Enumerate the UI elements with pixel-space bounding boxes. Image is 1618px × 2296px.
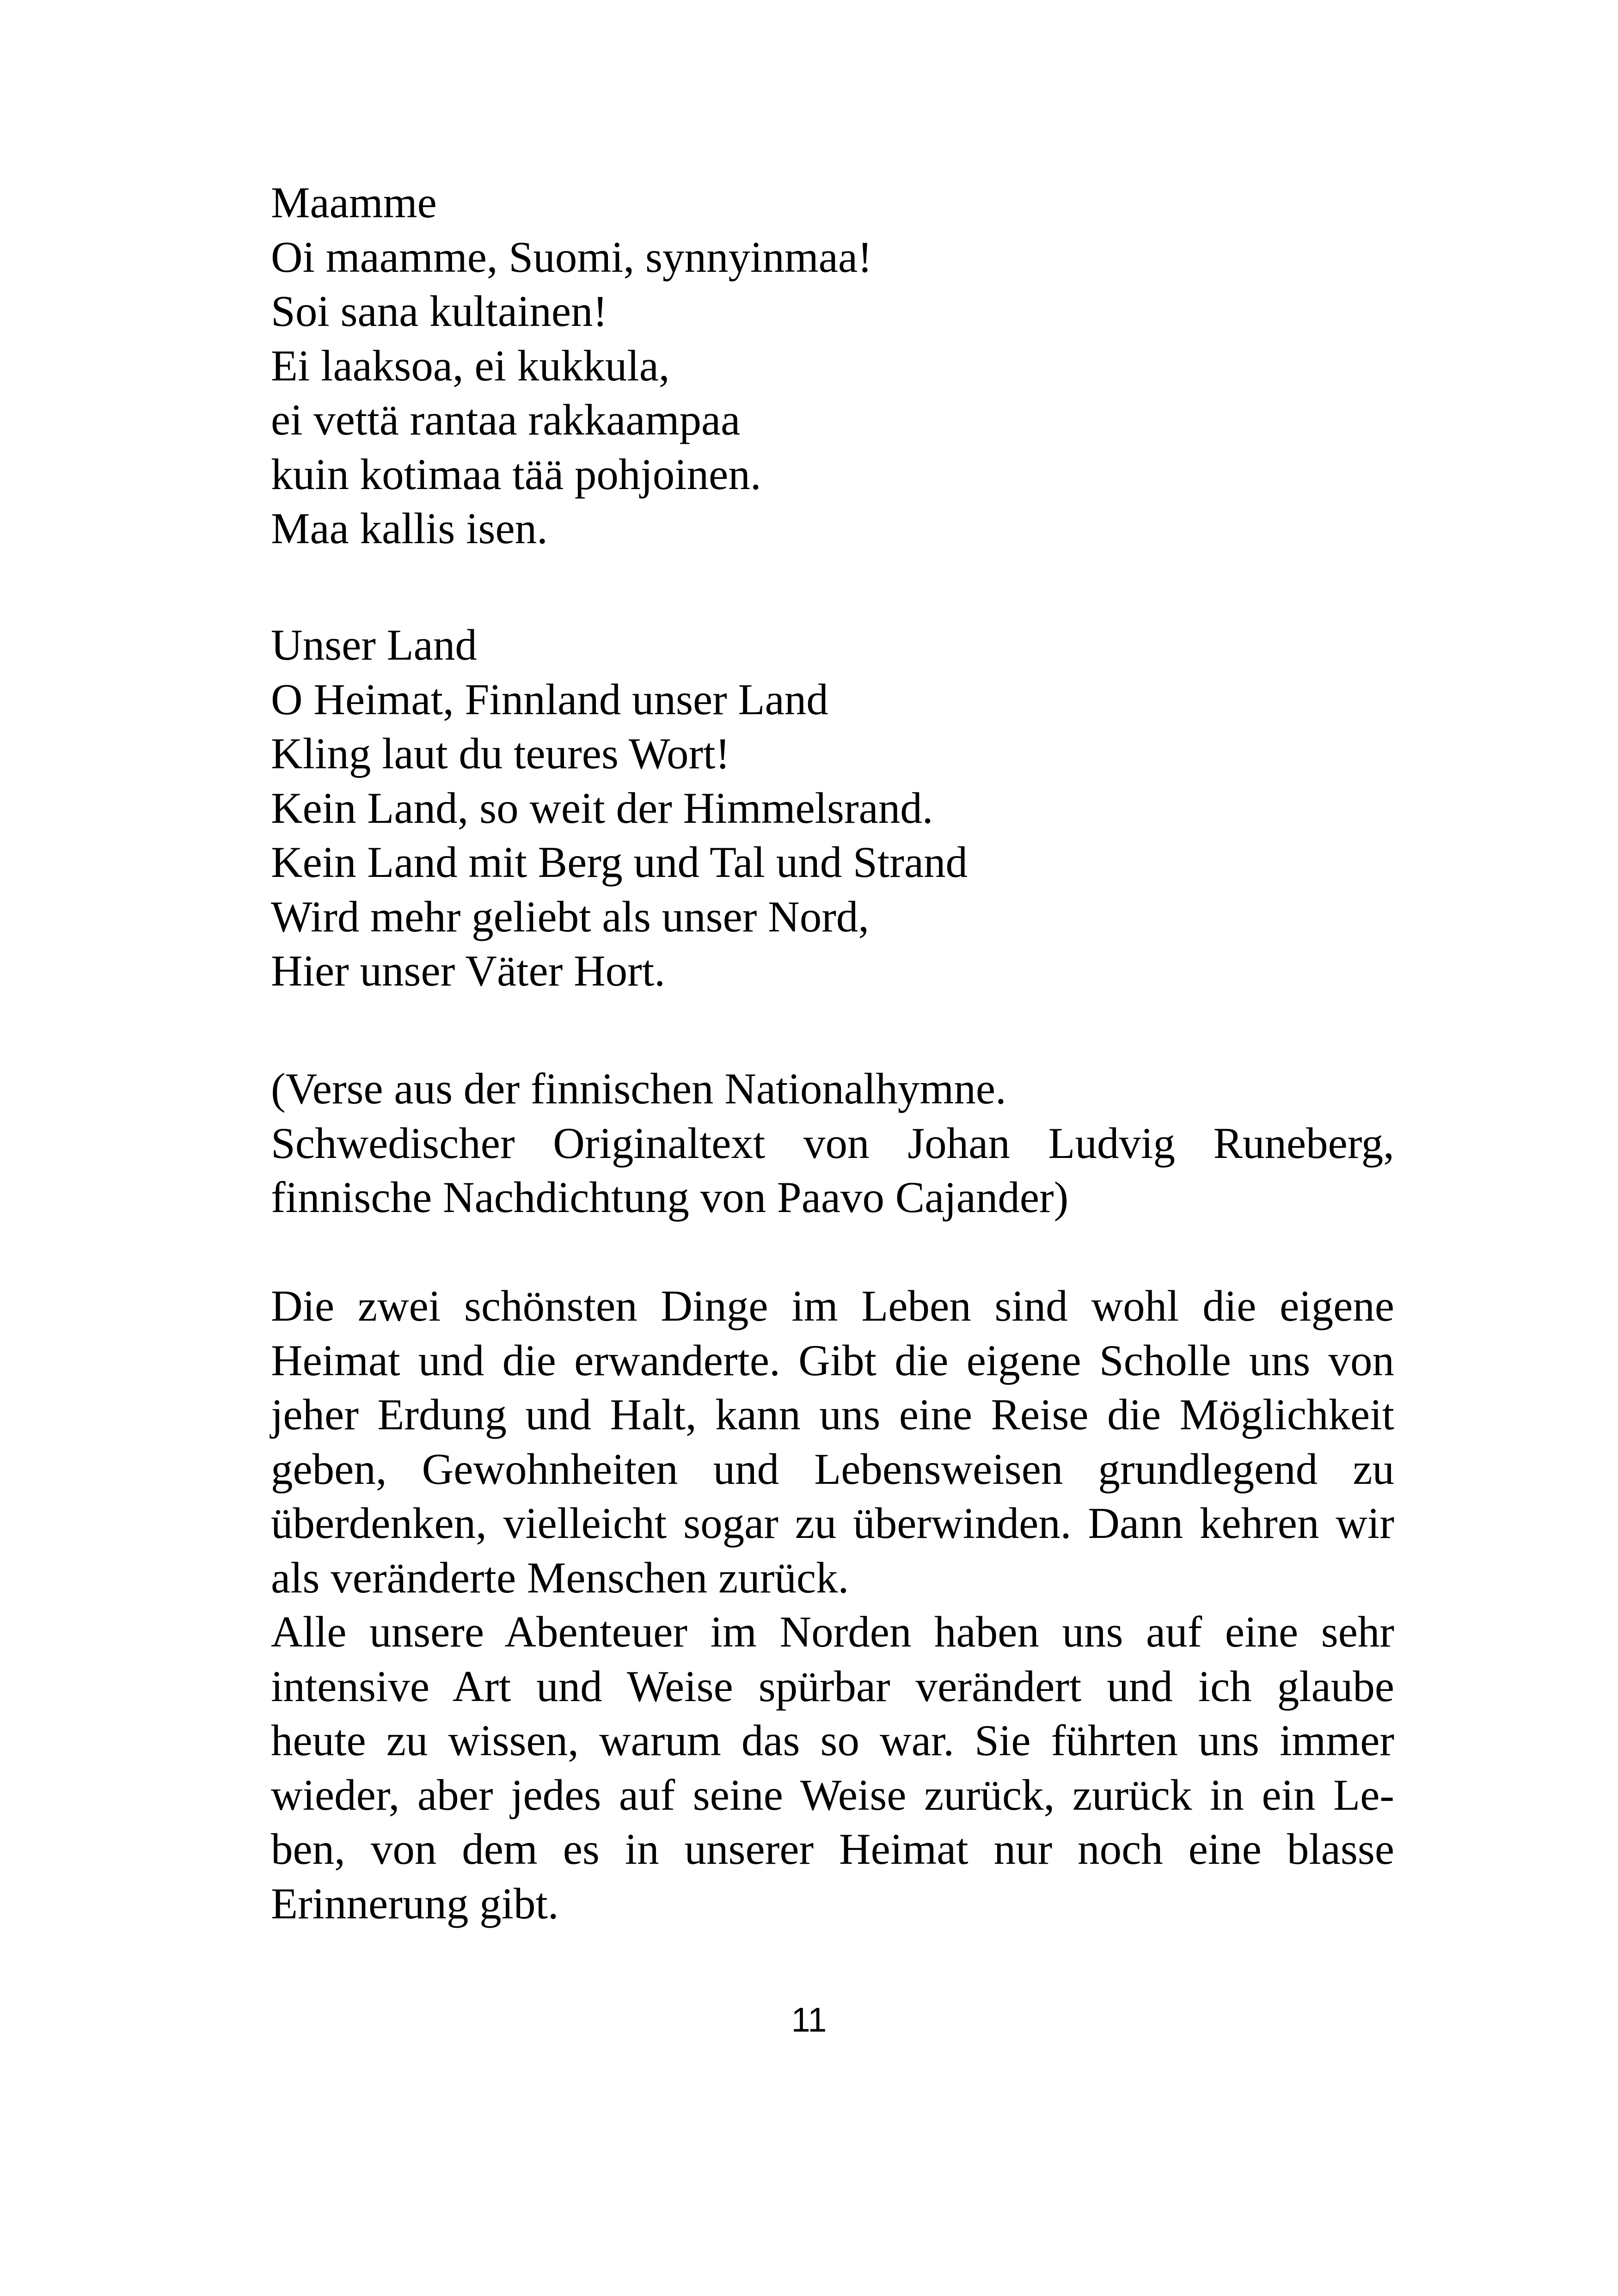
anthem-attribution — [271, 1062, 1394, 1225]
stanza-line: Wird mehr geliebt als unser Nord, — [271, 892, 870, 941]
prose-line: ben, von dem es in unserer Heimat nur noch eine blasse — [271, 1825, 1394, 1874]
prose-line: als veränderte Menschen zurück. — [271, 1553, 849, 1602]
prose-line: geben, Gewohnheiten und Lebensweisen grundlegend zu — [271, 1444, 1394, 1494]
attribution-line: Schwedischer Originaltext von Johan Ludvig Runeberg, — [271, 1118, 1394, 1168]
prose-line: Die zwei schönsten Dinge im Leben sind wohl die eigene — [271, 1281, 1394, 1330]
stanza-line: Soi sana kultainen! — [271, 287, 608, 336]
stanza-title: Maamme — [271, 178, 437, 227]
german-anthem-stanza — [271, 618, 1394, 998]
stanza-line: O Heimat, Finnland unser Land — [271, 674, 828, 724]
stanza-line: Oi maamme, Suomi, synnyinmaa! — [271, 232, 872, 282]
stanza-title: Unser Land — [271, 620, 477, 669]
stanza-line: Kling laut du teures Wort! — [271, 729, 730, 778]
stanza-line: Maa kallis isen. — [271, 504, 548, 553]
finnish-anthem-stanza — [271, 176, 1394, 556]
stanza-line: Ei laaksoa, ei kukkula, — [271, 341, 670, 390]
stanza-line: Hier unser Väter Hort. — [271, 946, 665, 995]
stanza-line: Kein Land, so weit der Himmelsrand. — [271, 783, 933, 833]
prose-line: Alle unsere Abenteuer im Norden haben uns auf eine sehr — [271, 1607, 1394, 1656]
prose-line: Heimat und die erwanderte. Gibt die eigene Scholle uns von — [271, 1335, 1394, 1385]
prose-line: heute zu wissen, warum das so war. Sie führten uns immer — [271, 1716, 1394, 1765]
prose-line: intensive Art und Weise spürbar verändert und ich glaube — [271, 1661, 1394, 1711]
attribution-line: finnische Nachdichtung von Paavo Cajander) — [271, 1173, 1069, 1222]
body-prose — [271, 1279, 1394, 1931]
prose-line: überdenken, vielleicht sogar zu überwinden. Dann kehren wir — [271, 1499, 1394, 1548]
page-number: 11 — [791, 2001, 827, 2039]
attribution-line: (Verse aus der finnischen Nationalhymne. — [271, 1064, 1006, 1113]
prose-line: Erinnerung gibt. — [271, 1879, 559, 1928]
stanza-line: kuin kotimaa tää pohjoinen. — [271, 449, 761, 499]
stanza-line: Kein Land mit Berg und Tal und Strand — [271, 838, 968, 887]
prose-line: wieder, aber jedes auf seine Weise zurück, zurück in ein Le- — [271, 1770, 1394, 1819]
stanza-line: ei vettä rantaa rakkaampaa — [271, 395, 741, 444]
prose-line: jeher Erdung und Halt, kann uns eine Reise die Möglichkeit — [271, 1390, 1394, 1439]
